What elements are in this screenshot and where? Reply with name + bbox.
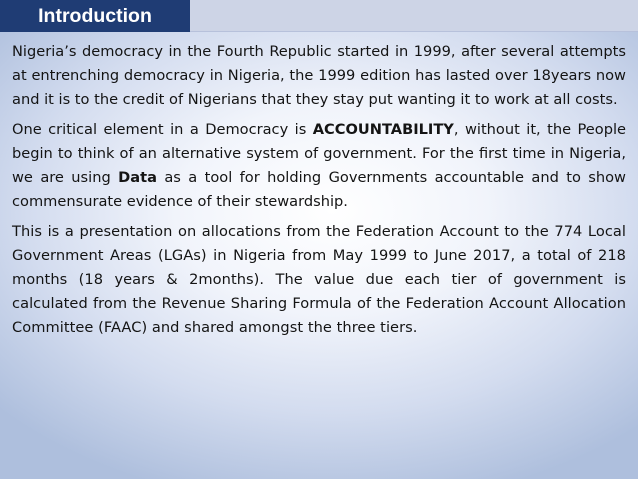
header-bar <box>0 0 638 32</box>
text-segment: , without it, the People begin to think of an alternative system of government. For the first time in Nigeria, we are using <box>12 121 626 186</box>
header-strip <box>190 0 638 32</box>
slide-body <box>12 39 626 340</box>
text-segment: as a tool for holding Governments accountable and to show commensurate evidence of their stewardship. <box>12 169 626 210</box>
paragraph-presentation: This is a presentation on allocations from the Federation Account to the 774 Local Government Areas (LGAs) in Nigeria from May 1999 to June 2017, a total of 218 months (18 years & 2months). The value due each tier of government is calculated from the Revenue Sharing Formula of the Federation Account Allocation Committee (FAAC) and shared amongst the three tiers. <box>12 223 626 336</box>
emphasis-data: Data <box>118 169 157 186</box>
slide-title: Introduction <box>0 0 190 32</box>
paragraph-democracy: Nigeria’s democracy in the Fourth Republic started in 1999, after several attempts at entrenching democracy in Nigeria, the 1999 edition has lasted over 18years now and it is to the credit of Nigerians that they stay put wanting it to work at all costs. <box>12 43 626 108</box>
emphasis-accountability: ACCOUNTABILITY <box>312 121 454 138</box>
paragraph-accountability <box>12 118 626 214</box>
text-segment: One critical element in a Democracy is <box>12 121 313 138</box>
